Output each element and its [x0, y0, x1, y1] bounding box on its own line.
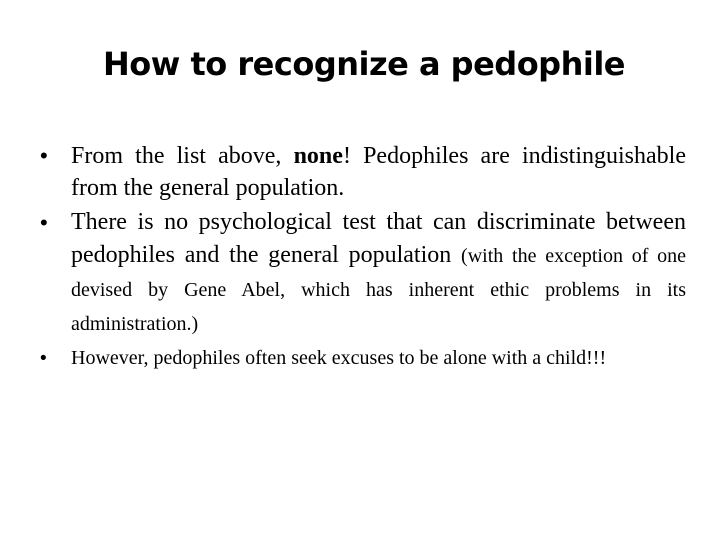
bullet-item-3 — [40, 343, 686, 374]
bullet-item-1 — [40, 140, 686, 204]
bullet-text-aside: (with the exception of one devised by Gene Abel, which has inherent ethic problems in its administration.) — [71, 245, 686, 335]
bullet-text: However, pedophiles often seek excuses to be alone with a child!!! — [71, 347, 607, 369]
bullet-text-main: There is no psychological test that can discriminate between pedophiles and the general population — [71, 209, 686, 268]
bullet-text — [71, 206, 686, 341]
bullet-text-before: From the list above, — [71, 143, 294, 169]
bullet-marker: • — [40, 348, 47, 369]
bullet-marker: • — [40, 143, 48, 168]
bullet-list — [40, 140, 686, 374]
bullet-marker: • — [40, 210, 48, 235]
bullet-emphasis: none — [293, 143, 343, 169]
slide-title: How to recognize a pedophile — [102, 45, 625, 83]
bullet-text — [71, 140, 686, 204]
bullet-text-after: ! Pedophiles are indistinguishable from the general population. — [71, 143, 686, 201]
bullet-item-2 — [40, 206, 686, 341]
